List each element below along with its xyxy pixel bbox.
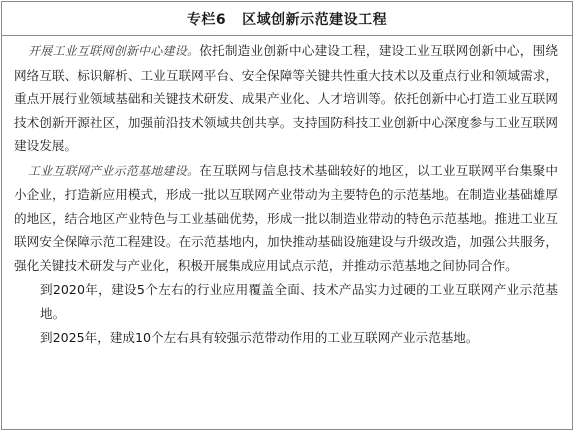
paragraph-innovation-center (14, 39, 558, 158)
paragraph-text: 在互联网与信息技术基础较好的地区，以工业互联网平台集聚中小企业，打造新应用模式，形成一批以互联网产业带动为主要特色的示范基地。在制造业基础雄厚的地区，结合地区产业特色与工业基础优势，形成一批以制造业带动的特色示范基地。推进工业互联网安全保障示范工程建设。在示范基地内，加快推动基础设施建设与升级改造，加强公共服务，强化关键技术研发与产业化，积极开展集成应用试点示范，并推动示范基地之间协同合作。 (14, 162, 558, 273)
paragraph-2020-target (14, 278, 558, 325)
box-header (2, 2, 572, 36)
paragraph-2025-target (14, 326, 558, 350)
box-body (2, 36, 572, 350)
paragraph-text: 依托制造业创新中心建设工程，建设工业互联网创新中心，围绕网络互联、标识解析、工业互联网平台、安全保障等关键共性重大技术以及重点行业和领域需求，重点开展行业领域基础和关键技术研发、成果产业化、人才培训等。依托创新中心打造工业互联网技术创新开源社区，加强前沿技术领域共创共享。支持国防科技工业创新中心深度参与工业互联网建设发展。 (14, 43, 558, 153)
paragraph-lead: 工业互联网产业示范基地建设。 (28, 163, 200, 178)
paragraph-lead: 开展工业互联网创新中心建设。 (28, 44, 200, 58)
paragraph-demo-base (14, 159, 558, 278)
box-title: 区域创新示范建设工程 (242, 11, 388, 28)
paragraph-text: 到2020年，建设5个左右的行业应用覆盖全面、技术产品实力过硬的工业互联网产业示范基地。 (40, 282, 558, 321)
paragraph-text: 到2025年，建成10个左右具有较强示范带动作用的工业互联网产业示范基地。 (40, 330, 479, 345)
box-label: 专栏6 (186, 11, 227, 28)
feature-box (1, 1, 573, 430)
